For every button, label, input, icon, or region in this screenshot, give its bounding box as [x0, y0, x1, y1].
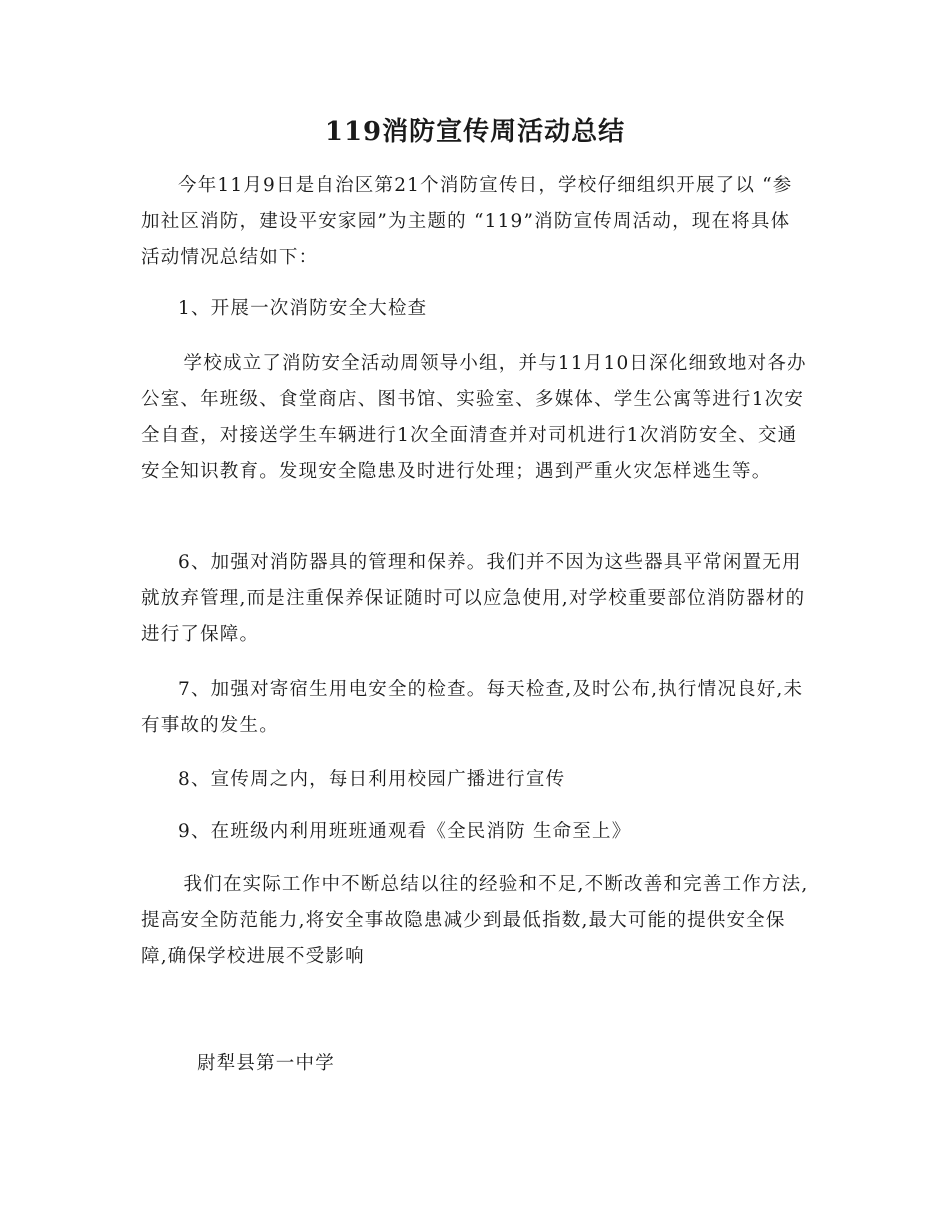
conclusion-paragraph: 我们在实际工作中不断总结以往的经验和不足,不断改善和完善工作方法,提高安全防范能力,将安全事故隐患减少到最低指数,最大可能的提供安全保障,确保学校进展不受影响	[141, 874, 809, 967]
intro-paragraph: 今年11月9日是自治区第21个消防宣传日，学校仔细组织开展了以 “参加社区消防，建设平安家园”为主题的 “119”消防宣传周活动，现在将具体活动情况总结如下：	[141, 175, 793, 268]
item-6-paragraph: 6、加强对消防器具的管理和保养。我们并不因为这些器具平常闲置无用就放弃管理,而是注重保养保证随时可以应急使用,对学校重要部位消防器材的进行了保障。	[141, 552, 806, 645]
inspection-paragraph: 学校成立了消防安全活动周领导小组，并与11月10日深化细致地对各办公室、年班级、食堂商店、图书馆、实验室、多媒体、学生公寓等进行1次安全自查，对接送学生车辆进行1次全面清查并对司机进行1次消防安全、交通安全知识教育。发现安全隐患及时进行处理；遇到严重火灾怎样逃生等。	[141, 353, 807, 482]
item-9-paragraph: 9、在班级内利用班班通观看《全民消防 生命至上》	[178, 821, 632, 842]
signature: 尉犁县第一中学	[197, 1053, 335, 1074]
document-title: 119消防宣传周活动总结	[324, 117, 626, 147]
item-7-paragraph: 7、加强对寄宿生用电安全的检查。每天检查,及时公布,执行情况良好,未有事故的发生。	[141, 679, 804, 736]
item-1-heading: 1、开展一次消防安全大检查	[178, 298, 428, 319]
item-8-paragraph: 8、宣传周之内，每日利用校园广播进行宣传	[178, 769, 566, 790]
